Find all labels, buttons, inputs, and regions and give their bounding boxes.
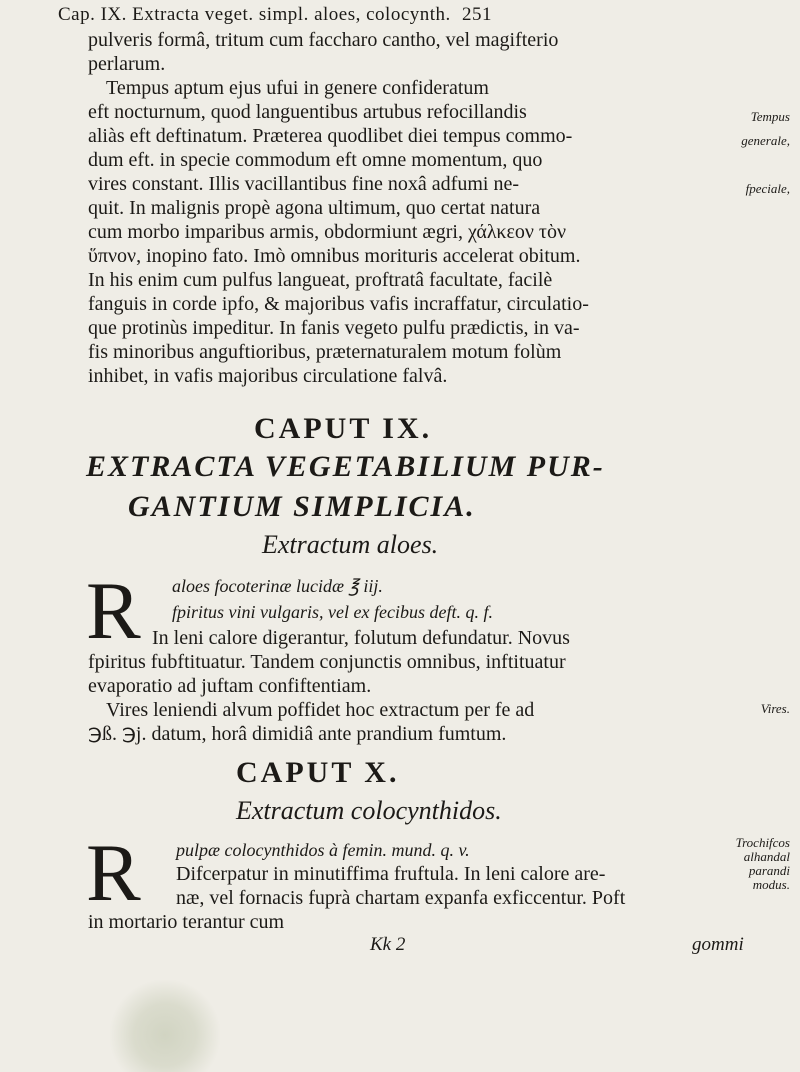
catchword: gommi — [692, 934, 744, 955]
margin-note-trochiscos: Trochifcos — [735, 835, 790, 850]
running-head-title: Cap. IX. Extracta veget. simpl. aloes, colocynth. — [58, 4, 451, 25]
paragraph-line: que protinùs impeditur. In fanis vegeto pulfu prædictis, in va- — [88, 317, 580, 339]
paragraph-line: Tempus aptum ejus ufui in genere confideratum — [106, 77, 489, 99]
paragraph-line: inhibet, in vafis majoribus circulatione falvâ. — [88, 365, 448, 387]
paper-stain — [110, 980, 220, 1072]
margin-note-tempus: Tempus — [750, 109, 790, 124]
section-heading-aloes: Extractum aloes. — [262, 530, 439, 559]
chapter-title-ix: CAPUT IX. — [254, 412, 433, 445]
margin-note-parandi: parandi — [748, 863, 790, 878]
margin-note-modus: modus. — [752, 877, 790, 892]
paragraph-line: eft nocturnum, quod languentibus artubus refocillandis — [88, 101, 527, 123]
paragraph-line: fanguis in corde ipfo, & majoribus vafis incraffatur, circulatio- — [88, 293, 589, 315]
paragraph-line: quit. In malignis propè agona ultimum, quo certat natura — [88, 197, 541, 219]
recipe-line: in mortario terantur cum — [88, 911, 285, 933]
paragraph-line: perlarum. — [88, 53, 166, 75]
paragraph-line: aliàs eft deftinatum. Præterea quodlibet diei tempus commo- — [88, 125, 573, 147]
recipe-line: evaporatio ad juftam confiftentiam. — [88, 675, 372, 697]
paragraph-line: fis minoribus anguftioribus, præternaturalem motum folùm — [88, 341, 562, 363]
recipe-line: aloes focoterinæ lucidæ ℥ iij. — [172, 576, 383, 596]
recipe-vires-line: Vires leniendi alvum poffidet hoc extractum per fe ad — [106, 699, 535, 721]
running-head — [58, 4, 492, 26]
drop-cap-recipe-2: R — [86, 827, 141, 918]
recipe-line: fpiritus fubftituatur. Tandem conjunctis omnibus, inftituatur — [88, 651, 566, 673]
paragraph-line: cum morbo imparibus armis, obdormiunt ægri, χάλκεον τὸν — [88, 221, 566, 243]
page-number: 251 — [462, 4, 493, 25]
signature-mark: Kk 2 — [370, 934, 406, 955]
margin-note-alhandal: alhandal — [743, 849, 790, 864]
paragraph-line: dum eft. in specie commodum eft omne momentum, quo — [88, 149, 543, 171]
recipe-line: næ, vel fornacis fuprà chartam expanfa exficcentur. Poft — [176, 887, 626, 909]
chapter-title-x: CAPUT X. — [236, 756, 400, 789]
paragraph-line: pulveris formâ, tritum cum faccharo cantho, vel magifterio — [88, 29, 559, 51]
margin-note-speciale: fpeciale, — [745, 181, 790, 196]
recipe-line: In leni calore digerantur, folutum defundatur. Novus — [152, 627, 570, 649]
margin-note-generale: generale, — [741, 133, 790, 148]
paragraph-line: In his enim cum pulfus langueat, proftratâ facultate, facilè — [88, 269, 553, 291]
section-heading-colocynthidos: Extractum colocynthidos. — [236, 796, 502, 825]
drop-cap-recipe: R — [86, 565, 141, 656]
recipe-line: ℈ß. ℈j. datum, horâ dimidiâ ante prandium fumtum. — [88, 723, 507, 745]
chapter-heading-line2: GANTIUM SIMPLICIA. — [128, 490, 476, 523]
recipe-line: Difcerpatur in minutiffima fruftula. In leni calore are- — [176, 863, 606, 885]
recipe-line: pulpæ colocynthidos à femin. mund. q. v. — [176, 840, 470, 860]
paragraph-line: ὕπνον, inopino fato. Imò omnibus morituris accelerat obitum. — [88, 245, 581, 267]
paragraph-line: vires constant. Illis vacillantibus fine noxâ adfumi ne- — [88, 173, 519, 195]
margin-note-vires: Vires. — [760, 701, 790, 716]
recipe-line: fpiritus vini vulgaris, vel ex fecibus deft. q. f. — [172, 602, 493, 622]
chapter-heading-line1: EXTRACTA VEGETABILIUM PUR- — [86, 450, 605, 483]
